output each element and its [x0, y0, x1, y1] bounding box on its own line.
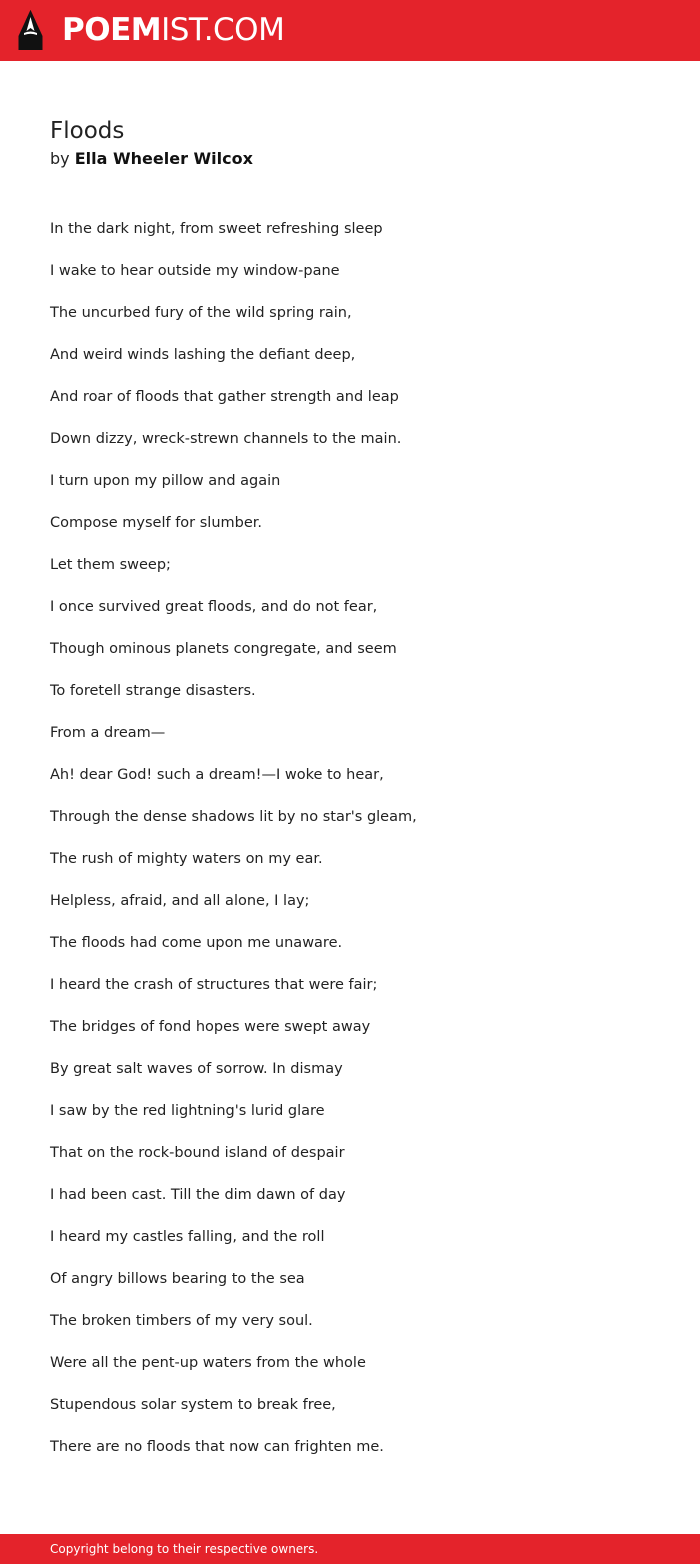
- copyright-notice: Copyright belong to their respective owners.: [50, 1542, 319, 1556]
- poem-line: In the dark night, from sweet refreshing sleep: [50, 221, 383, 237]
- by-label: by: [50, 149, 70, 168]
- poem-line: And roar of floods that gather strength and leap: [50, 389, 399, 405]
- poem-title: Floods: [50, 118, 125, 144]
- logo-text-light: IST.COM: [161, 12, 285, 48]
- poem-line: The uncurbed fury of the wild spring rain,: [50, 305, 352, 321]
- poem-line: Compose myself for slumber.: [50, 515, 263, 531]
- poem-line: I had been cast. Till the dim dawn of day: [50, 1187, 346, 1203]
- poem-line: And weird winds lashing the defiant deep,: [50, 347, 356, 363]
- poem-line: Stupendous solar system to break free,: [50, 1397, 336, 1413]
- poem-line: To foretell strange disasters.: [50, 683, 256, 699]
- poem-line: From a dream—: [50, 725, 166, 741]
- poem-body: [50, 218, 650, 1478]
- site-logo[interactable]: [62, 10, 284, 50]
- poem-line: I turn upon my pillow and again: [50, 473, 281, 489]
- poem-line: The bridges of fond hopes were swept away: [50, 1019, 371, 1035]
- poem-line: Though ominous planets congregate, and seem: [50, 641, 397, 657]
- poem-byline: [50, 148, 253, 170]
- logo-text-bold: POEM: [62, 12, 162, 48]
- site-footer: [0, 1534, 700, 1564]
- poem-line: Helpless, afraid, and all alone, I lay;: [50, 893, 310, 909]
- poem-line: Through the dense shadows lit by no star's gleam,: [50, 809, 417, 825]
- poem-line: I saw by the red lightning's lurid glare: [50, 1103, 325, 1119]
- poem-line: Were all the pent-up waters from the whole: [50, 1355, 366, 1371]
- poem-line: I once survived great floods, and do not fear,: [50, 599, 378, 615]
- poem-line: The broken timbers of my very soul.: [50, 1313, 313, 1329]
- site-header: [0, 0, 700, 61]
- poem-line: I wake to hear outside my window-pane: [50, 263, 340, 279]
- poem-line: Of angry billows bearing to the sea: [50, 1271, 305, 1287]
- poem-line: The floods had come upon me unaware.: [50, 935, 343, 951]
- poem-line: There are no floods that now can frighten me.: [50, 1439, 384, 1455]
- poem-line: The rush of mighty waters on my ear.: [50, 851, 323, 867]
- poem-line: That on the rock-bound island of despair: [50, 1145, 345, 1161]
- poem-line: Down dizzy, wreck-strewn channels to the main.: [50, 431, 402, 447]
- poem-line: I heard my castles falling, and the roll: [50, 1229, 325, 1245]
- poem-line: Let them sweep;: [50, 557, 171, 573]
- poem-author: Ella Wheeler Wilcox: [74, 149, 253, 168]
- poem-line: Ah! dear God! such a dream!—I woke to hear,: [50, 767, 384, 783]
- pencil-tip-icon[interactable]: [17, 9, 44, 51]
- poem-line: By great salt waves of sorrow. In dismay: [50, 1061, 343, 1077]
- poem-line: I heard the crash of structures that were fair;: [50, 977, 378, 993]
